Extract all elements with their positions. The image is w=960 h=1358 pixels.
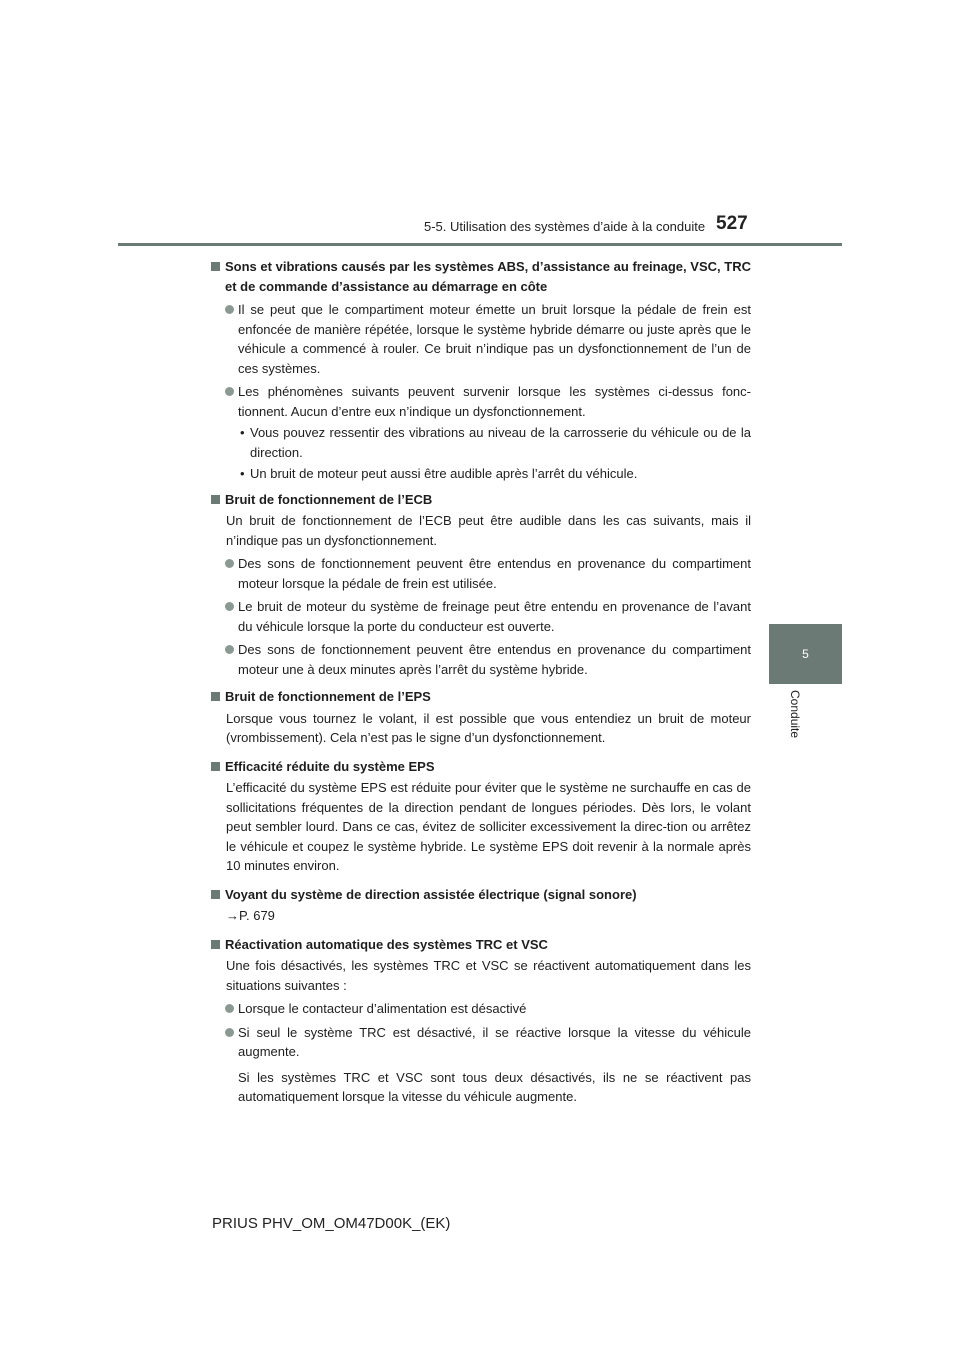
- circle-bullet-icon: [225, 645, 234, 654]
- heading-text: Efficacité réduite du système EPS: [225, 758, 435, 774]
- circle-bullet-icon: [225, 305, 234, 314]
- circle-bullet-icon: [225, 1028, 234, 1037]
- square-bullet-icon: [211, 495, 220, 504]
- sub-bullet-text: Vous pouvez ressentir des vibrations au niveau de la carrosserie du véhicule ou de la direction.: [250, 425, 751, 460]
- square-bullet-icon: [211, 890, 220, 899]
- section-heading: [211, 490, 751, 510]
- sub-bullet-item: [211, 423, 751, 462]
- section-heading: [211, 757, 751, 777]
- page-reference-link[interactable]: →P. 679: [226, 908, 275, 923]
- section-paragraph: L’efficacité du système EPS est réduite pour éviter que le système ne surchauffe en cas de sollicitations fréquentes de la direction pendant de longues périodes. Dès lors, le volant peut sembler lourd. Dans ce cas, évitez de solliciter excessivement la direc-tion ou arrêtez le véhicule et coupez le système hybride. Le système EPS doit revenir à la normale après 10 minutes environ.: [226, 780, 751, 873]
- circle-bullet-icon: [225, 602, 234, 611]
- heading-text: Voyant du système de direction assistée électrique (signal sonore): [225, 886, 637, 902]
- chapter-tab: [769, 624, 842, 684]
- sub-bullet-text: Un bruit de moteur peut aussi être audible après l’arrêt du véhicule.: [250, 466, 638, 481]
- bullet-text: Lorsque le contacteur d’alimentation est désactivé: [238, 1001, 527, 1016]
- bullet-text: Des sons de fonctionnement peuvent être entendus en provenance du compartiment moteur une à deux minutes après l’arrêt du système hybride.: [238, 642, 751, 677]
- square-bullet-icon: [211, 262, 220, 271]
- section-heading: [211, 935, 751, 955]
- circle-bullet-icon: [225, 387, 234, 396]
- heading-text: Bruit de fonctionnement de l’EPS: [225, 689, 431, 704]
- bullet-item: [211, 999, 751, 1019]
- bullet-item: [211, 1023, 751, 1062]
- section-paragraph: Un bruit de fonctionnement de l’ECB peut être audible dans les cas suivants, mais il n’indique pas un dysfonctionnement.: [226, 513, 751, 548]
- section-paragraph: Lorsque vous tournez le volant, il est possible que vous entendiez un bruit de moteur (vrombissement). Cela n’est pas le signe d’un dysfonctionnement.: [226, 710, 751, 745]
- section-paragraph: Une fois désactivés, les systèmes TRC et VSC se réactivent automatiquement dans les situations suivantes :: [226, 958, 751, 993]
- heading-text: Sons et vibrations causés par les systèmes ABS, d’assistance au freinage, VSC, TRC et de commande d’assistance au démarrage en côte: [225, 259, 751, 294]
- section-heading: [211, 257, 751, 296]
- section-heading: [211, 687, 751, 707]
- sub-bullet-item: [211, 464, 751, 484]
- header-rule: [118, 243, 842, 246]
- bullet-item: [211, 554, 751, 593]
- bullet-continuation: Si les systèmes TRC et VSC sont tous deux désactivés, ils ne se réactivent pas automatiquement lorsque la vitesse du véhicule augmente.: [238, 1069, 751, 1104]
- bullet-text: Si seul le système TRC est désactivé, il se réactive lorsque la vitesse du véhicule augmente.: [238, 1024, 751, 1059]
- page-number: 527: [716, 213, 748, 234]
- sub-bullet-marker: •: [240, 425, 245, 440]
- circle-bullet-icon: [225, 559, 234, 568]
- chapter-number: 5: [802, 647, 809, 661]
- bullet-text: Les phénomènes suivants peuvent survenir lorsque les systèmes ci-dessus fonc-tionnent. Aucun d’entre eux n’indique un dysfonctionnement.: [238, 384, 751, 419]
- footer-doc-code: PRIUS PHV_OM_OM47D00K_(EK): [212, 1215, 451, 1232]
- square-bullet-icon: [211, 692, 220, 701]
- sub-bullet-marker: •: [240, 466, 245, 481]
- bullet-text: Des sons de fonctionnement peuvent être entendus en provenance du compartiment moteur lorsque la pédale de frein est utilisée.: [238, 556, 751, 591]
- square-bullet-icon: [211, 940, 220, 949]
- bullet-text: Le bruit de moteur du système de freinage peut être entendu en provenance de l’avant du véhicule lorsque la porte du conducteur est ouverte.: [238, 599, 751, 634]
- square-bullet-icon: [211, 762, 220, 771]
- heading-text: Réactivation automatique des systèmes TRC et VSC: [225, 936, 548, 952]
- bullet-item: [211, 382, 751, 421]
- bullet-item: [211, 640, 751, 679]
- chapter-label: Conduite: [788, 690, 802, 739]
- page-content: [211, 254, 751, 1107]
- bullet-text: Il se peut que le compartiment moteur émette un bruit lorsque la pédale de frein est enfoncée de manière répétée, lorsque le système hybride démarre ou juste après que le véhicule a commencé à rouler. Ce bruit n’indique pas un dysfonctionnement de l’un de ces systèmes.: [238, 302, 751, 376]
- section-heading: [211, 885, 751, 905]
- circle-bullet-icon: [225, 1004, 234, 1013]
- header-section-title: 5-5. Utilisation des systèmes d’aide à la conduite: [424, 219, 706, 234]
- bullet-item: [211, 597, 751, 636]
- heading-text: Bruit de fonctionnement de l’ECB: [225, 491, 433, 507]
- bullet-item: [211, 300, 751, 378]
